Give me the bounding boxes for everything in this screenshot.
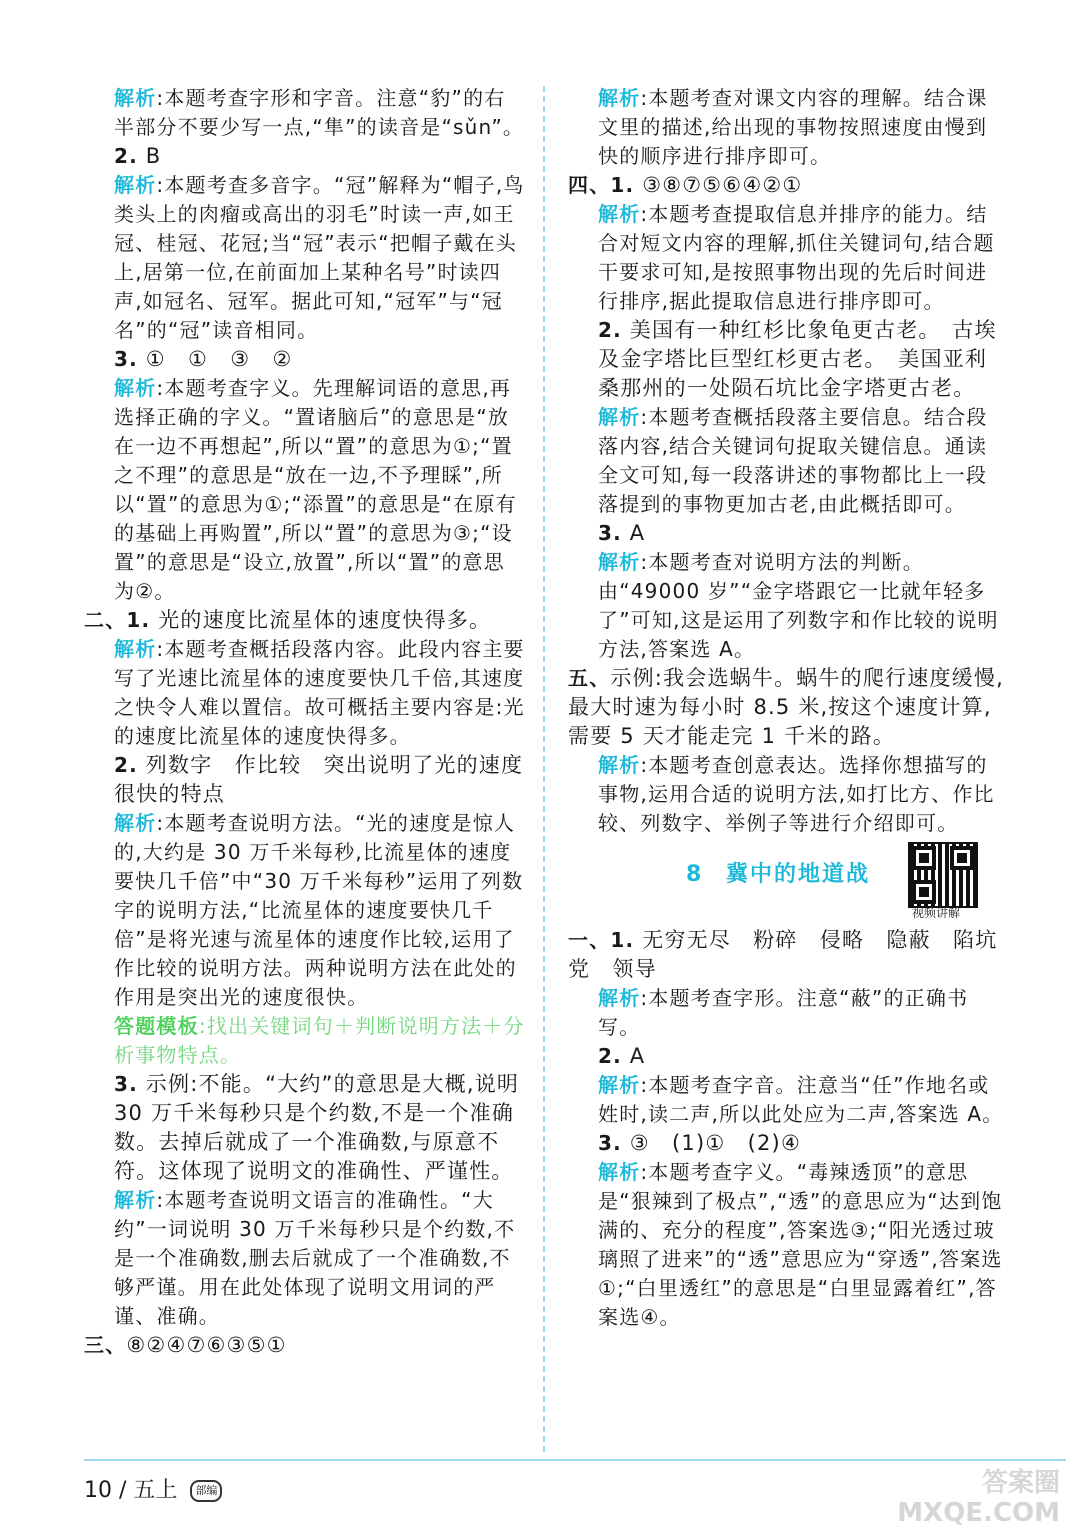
answer-number: 2. <box>598 1044 622 1068</box>
analysis-text: :本题考查对说明方法的判断。由“49000 岁”“金字塔跟它一比就年轻多了”可知,这是运用了列数字和作比较的说明方法,答案选 A。 <box>598 550 999 661</box>
analysis-text: :本题考查说明方法。“光的速度是惊人的,大约是 30 万千米每秒,比流星体的速度要快几千倍”中“30 万千米每秒”运用了列数字的说明方法,“比流星体的速度要快几千倍”是将光速与流星体的速度作比较,运用了作比较的说明方法。两种说明方法在此处的作用是突出光的速度很快。 <box>114 811 524 1009</box>
answer-template <box>84 1012 526 1070</box>
answer-item <box>84 142 526 171</box>
answer-number: 3. <box>598 1131 622 1155</box>
answer-number: 1. <box>126 608 151 632</box>
answer-item <box>568 316 1008 403</box>
section-answer <box>568 171 1008 200</box>
template-text: :找出关键词句＋判断说明方法＋分析事物特点。 <box>114 1014 525 1067</box>
column-divider <box>543 86 545 1452</box>
edition-badge: 部编 <box>190 1480 222 1502</box>
lesson-header <box>568 842 1008 924</box>
template-label: 答题模板 <box>114 1014 199 1038</box>
footer-rule <box>84 1459 1066 1461</box>
analysis-paragraph <box>568 1158 1008 1332</box>
answer-text: 美国有一种红杉比象龟更古老。 古埃及金字塔比巨型红杉更古老。 美国亚利桑那州的一处陨石坑比金字塔更古老。 <box>598 318 997 400</box>
analysis-label: 解析 <box>114 637 157 661</box>
analysis-label: 解析 <box>598 1073 641 1097</box>
analysis-label: 解析 <box>114 376 157 400</box>
answer-text: ③⑧⑦⑤⑥④②① <box>634 173 803 197</box>
analysis-text: :本题考查字形。注意“蔽”的正确书写。 <box>598 986 969 1039</box>
right-column-bottom <box>568 926 1020 1332</box>
analysis-text: :本题考查说明文语言的准确性。“大约”一词说明 30 万千米每秒只是个约数,不是一个准确数,删去后就成了一个准确数,不够严谨。用在此处体现了说明文用词的严谨、准确。 <box>114 1188 516 1328</box>
answer-item <box>84 345 526 374</box>
answer-item <box>84 751 526 809</box>
answer-text: 示例:我会选蜗牛。蜗牛的爬行速度缓慢,最大时速为每小时 8.5 米,按这个速度计算,需要 5 天才能走完 1 千米的路。 <box>568 666 1004 748</box>
analysis-paragraph <box>84 635 526 751</box>
answer-number: 2. <box>114 753 138 777</box>
answer-text: 无穷无尽 粉碎 侵略 隐蔽 陷坑 党 领导 <box>568 928 1020 981</box>
answer-item <box>568 519 1008 548</box>
footer-separator: / <box>119 1478 127 1503</box>
left-column <box>84 84 526 1360</box>
section-label: 一、 <box>568 928 611 952</box>
qr-code-icon[interactable] <box>908 842 978 908</box>
analysis-text: :本题考查字形和字音。注意“豹”的右半部分不要少写一点,“隼”的读音是“sǔn”。 <box>114 86 525 139</box>
analysis-paragraph <box>84 809 526 1012</box>
answer-text: ③ (1)① (2)④ <box>621 1131 801 1155</box>
qr-caption: 视频讲解 <box>912 906 961 920</box>
section-label: 二、 <box>84 608 127 632</box>
answer-number: 3. <box>114 1072 138 1096</box>
answer-text: A <box>621 1044 646 1068</box>
lesson-number: 8 <box>686 862 703 887</box>
answer-item <box>84 1070 526 1186</box>
section-answer <box>84 1331 526 1360</box>
answer-number: 3. <box>598 521 622 545</box>
analysis-paragraph <box>84 84 526 142</box>
analysis-label: 解析 <box>598 202 641 226</box>
answer-text: 示例:不能。“大约”的意思是大概,说明 30 万千米每秒只是个约数,不是一个准确数。去掉后就成了一个准确数,与原意不符。这体现了说明文的准确性、严谨性。 <box>114 1072 520 1183</box>
lesson-title: 冀中的地道战 <box>726 862 871 887</box>
analysis-paragraph <box>84 1186 526 1331</box>
analysis-text: :本题考查提取信息并排序的能力。结合对短文内容的理解,抓住关键词句,结合题干要求可知,是按照事物出现的先后时间进行排序,据此提取信息进行排序即可。 <box>598 202 995 313</box>
section-answer <box>84 606 526 635</box>
analysis-paragraph <box>84 374 526 606</box>
answer-text: 列数字 作比较 突出说明了光的速度很快的特点 <box>114 753 524 806</box>
analysis-label: 解析 <box>598 986 641 1010</box>
analysis-text: :本题考查字义。“毒辣透顶”的意思是“狠辣到了极点”,“透”的意思应为“达到饱满的、充分的程度”,答案选③;“阳光透过玻璃照了进来”的“透”意思应为“穿透”,答案选①;“白里透红”的意思是“白里显露着红”,答案选④。 <box>598 1160 1003 1329</box>
answer-text: A <box>621 521 646 545</box>
analysis-text: :本题考查概括段落内容。此段内容主要写了光速比流星体的速度要快几千倍,其速度之快令人难以置信。故可概括主要内容是:光的速度比流星体的速度快得多。 <box>114 637 525 748</box>
analysis-paragraph <box>568 751 1008 838</box>
answer-number: 1. <box>610 173 635 197</box>
section-label: 三、 <box>84 1333 127 1357</box>
right-column <box>568 84 1020 1332</box>
answer-text: B <box>137 144 162 168</box>
analysis-text: :本题考查字音。注意当“任”作地名或姓时,读二声,所以此处应为二声,答案选 A。 <box>598 1073 1004 1126</box>
analysis-label: 解析 <box>598 405 641 429</box>
analysis-label: 解析 <box>114 86 157 110</box>
answer-item <box>568 1129 1008 1158</box>
analysis-label: 解析 <box>598 550 641 574</box>
analysis-text: :本题考查创意表达。选择你想描写的事物,运用合适的说明方法,如打比方、作比较、列数字、举例子等进行介绍即可。 <box>598 753 995 835</box>
page-footer <box>84 1476 222 1506</box>
analysis-text: :本题考查多音字。“冠”解释为“帽子,鸟类头上的肉瘤或高出的羽毛”时读一声,如王冠、桂冠、花冠;当“冠”表示“把帽子戴在头上,居第一位,在前面加上某种名号”时读四声,如冠名、冠军。据此可知,“冠军”与“冠名”的“冠”读音相同。 <box>114 173 525 342</box>
analysis-paragraph <box>568 984 1008 1042</box>
analysis-label: 解析 <box>598 86 641 110</box>
answer-item <box>568 1042 1008 1071</box>
answer-text: ① ① ③ ② <box>137 347 293 371</box>
analysis-paragraph <box>568 200 1008 316</box>
analysis-paragraph <box>84 171 526 345</box>
grade-label: 五上 <box>133 1478 178 1503</box>
section-label: 四、 <box>568 173 611 197</box>
answer-number: 2. <box>598 318 622 342</box>
analysis-label: 解析 <box>598 753 641 777</box>
answer-number: 3. <box>114 347 138 371</box>
section-answer <box>568 664 1008 751</box>
analysis-label: 解析 <box>598 1160 641 1184</box>
analysis-paragraph <box>568 84 1008 171</box>
analysis-paragraph <box>568 403 1008 519</box>
watermark: 答案圈 MXQE.COM <box>897 1468 1060 1528</box>
analysis-paragraph <box>568 1071 1008 1129</box>
answer-text: 光的速度比流星体的速度快得多。 <box>150 608 492 632</box>
analysis-label: 解析 <box>114 1188 157 1212</box>
analysis-paragraph <box>568 548 1008 664</box>
section-answer <box>568 926 1020 984</box>
answer-number: 2. <box>114 144 138 168</box>
analysis-label: 解析 <box>114 811 157 835</box>
analysis-text: :本题考查字义。先理解词语的意思,再选择正确的字义。“置诸脑后”的意思是“放在一边不再想起”,所以“置”的意思为①;“置之不理”的意思是“放在一边,不予理睬”,所以“置”的意思为①;“添置”的意思是“在原有的基础上再购置”,所以“置”的意思为③;“设置”的意思是“设立,放置”,所以“置”的意思为②。 <box>114 376 517 603</box>
right-column-top <box>568 84 1008 838</box>
answer-text: ⑧②④⑦⑥③⑤① <box>126 1333 287 1357</box>
analysis-text: :本题考查概括段落主要信息。结合段落内容,结合关键词句捉取关键信息。通读全文可知,每一段落讲述的事物都比上一段落提到的事物更加古老,由此概括即可。 <box>598 405 988 516</box>
section-label: 五、 <box>568 666 611 690</box>
page-number: 10 <box>84 1478 112 1503</box>
analysis-text: :本题考查对课文内容的理解。结合课文里的描述,给出现的事物按照速度由慢到快的顺序进行排序即可。 <box>598 86 988 168</box>
answer-number: 1. <box>610 928 635 952</box>
analysis-label: 解析 <box>114 173 157 197</box>
